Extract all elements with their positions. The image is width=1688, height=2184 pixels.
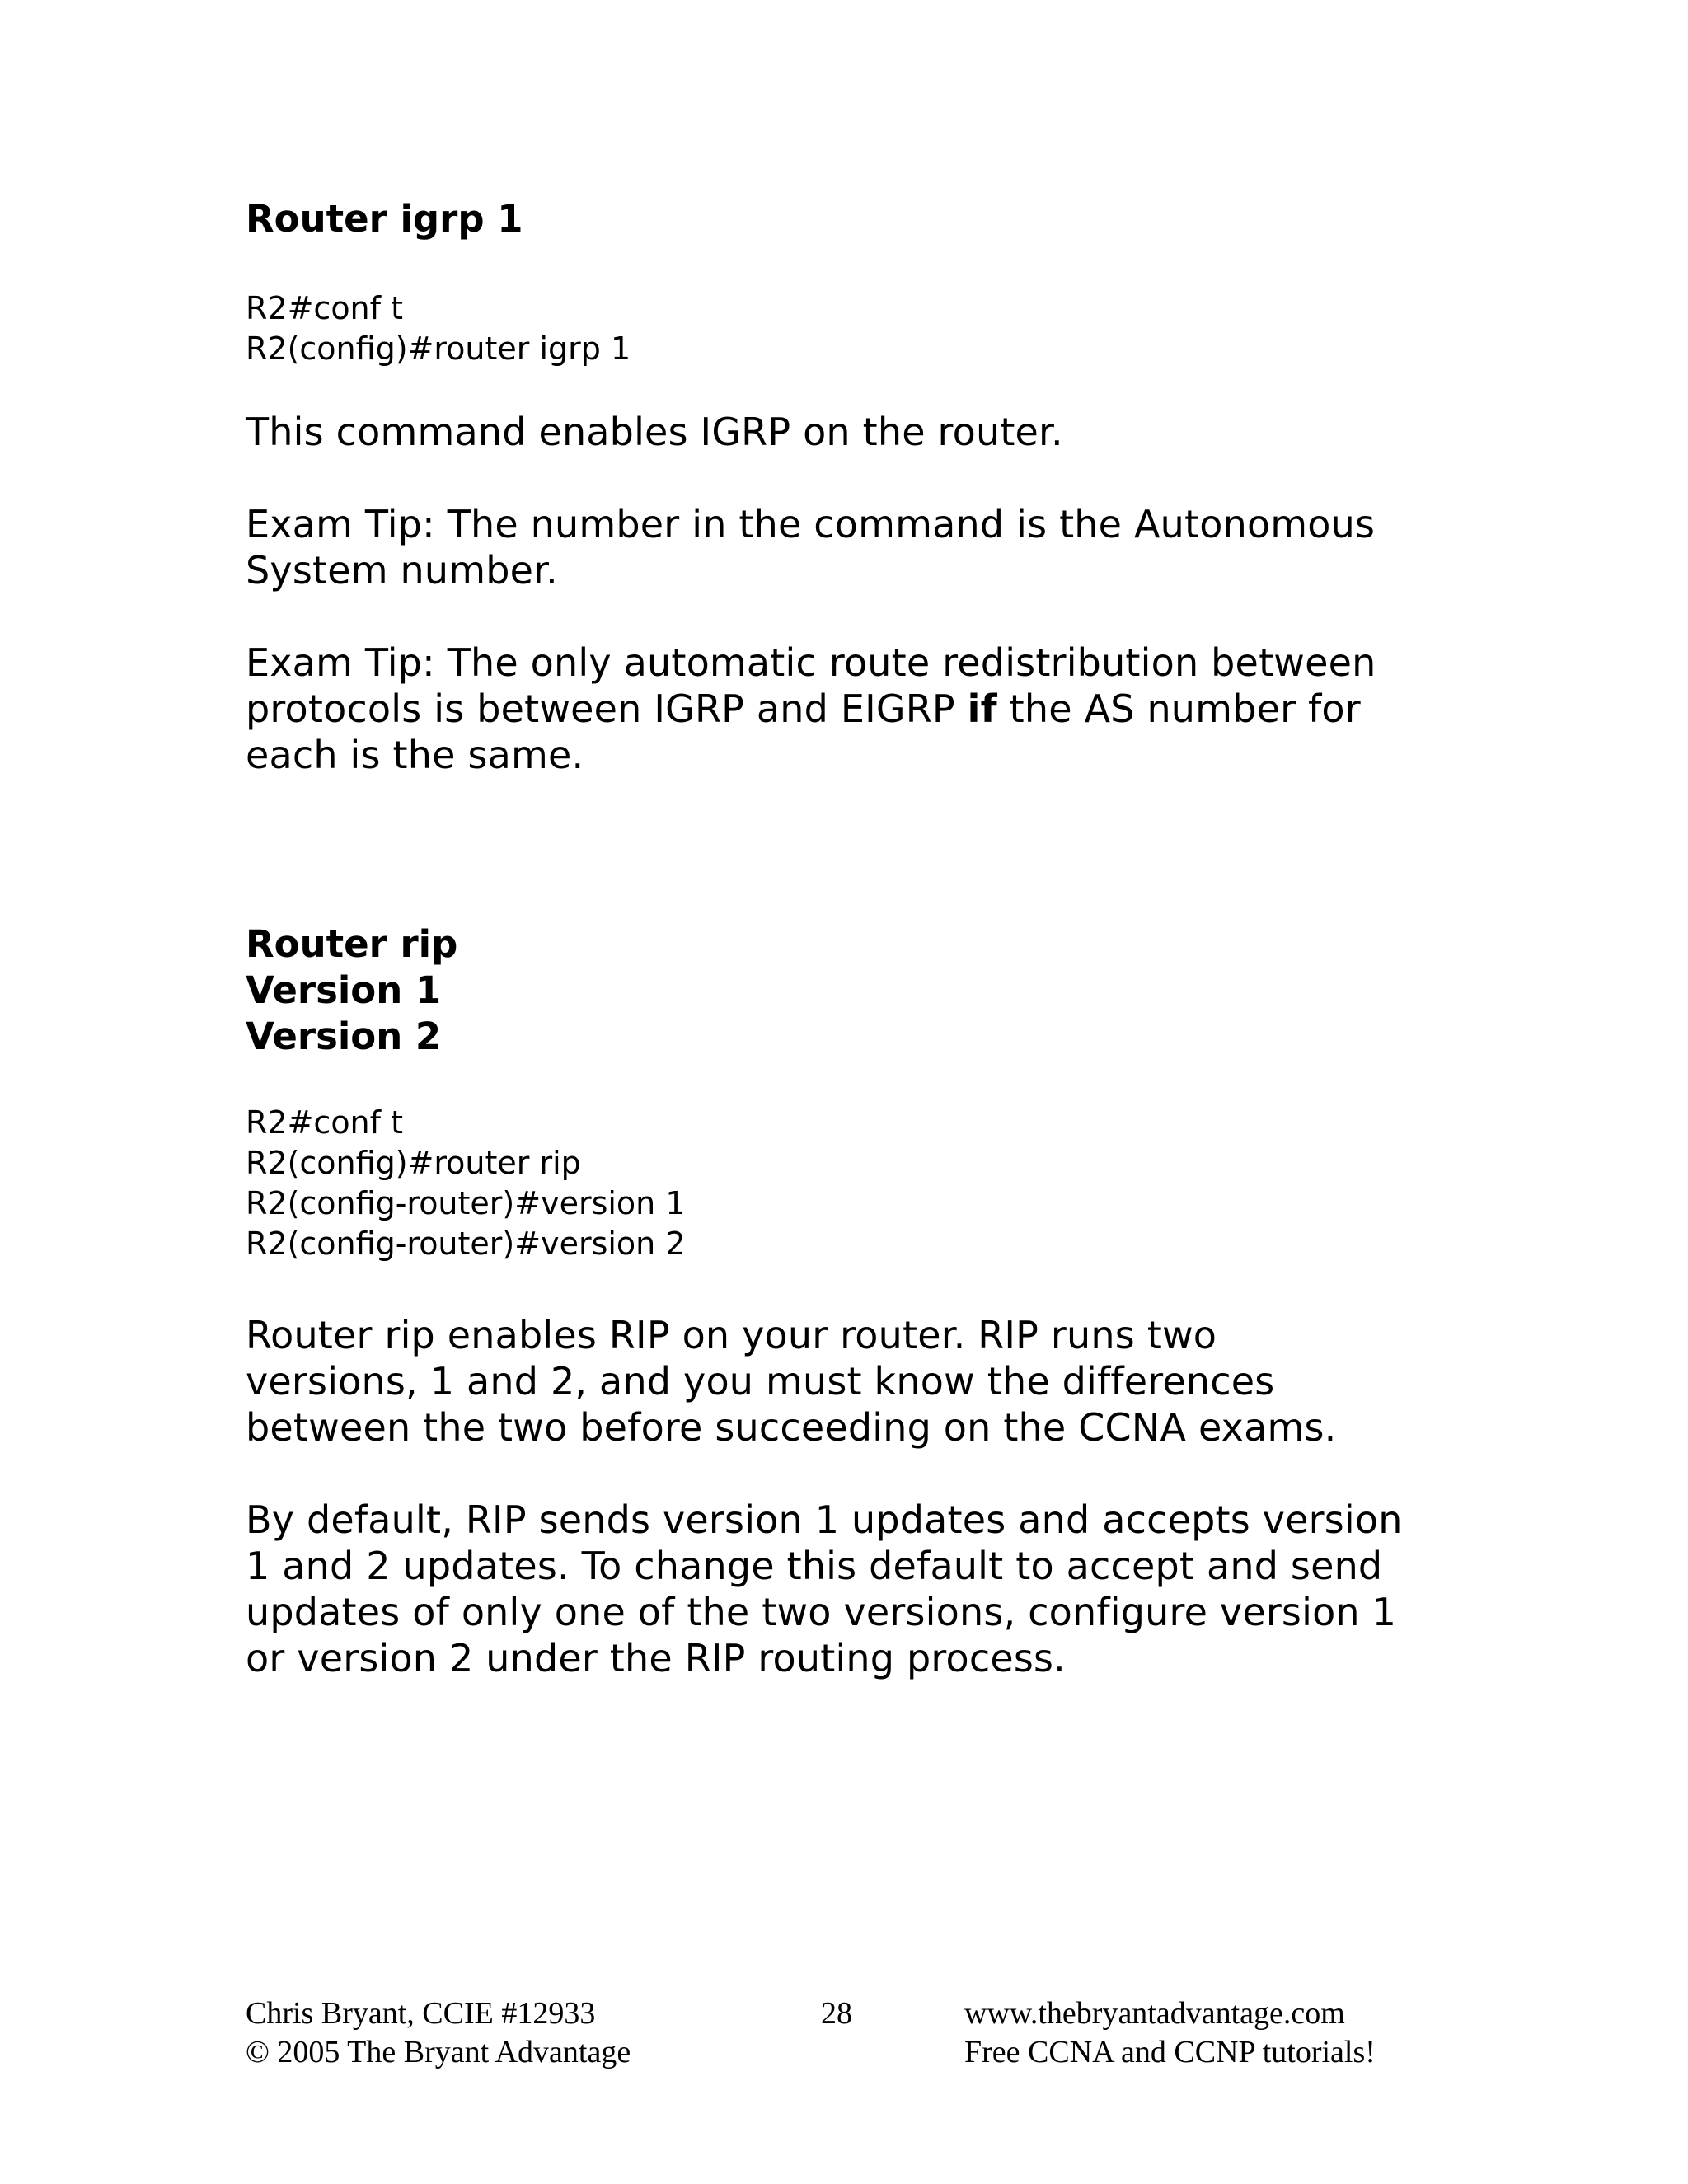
paragraph-line: 1 and 2 updates. To change this default to accept and send — [246, 1544, 1383, 1588]
paragraph-line: versions, 1 and 2, and you must know the differences — [246, 1359, 1275, 1404]
heading-router-rip: Router rip — [246, 922, 458, 966]
heading-router-igrp: Router igrp 1 — [246, 197, 523, 241]
paragraph-line: By default, RIP sends version 1 updates and accepts version — [246, 1497, 1403, 1542]
heading-version-2: Version 2 — [246, 1015, 442, 1058]
paragraph-line: between the two before succeeding on the CCNA exams. — [246, 1405, 1337, 1450]
paragraph-line: or version 2 under the RIP routing process. — [246, 1636, 1066, 1680]
paragraph-line: System number. — [246, 548, 558, 593]
command-line: R2#conf t — [246, 1104, 404, 1141]
paragraph-line: updates of only one of the two versions, configure version 1 — [246, 1590, 1397, 1634]
command-line: R2(config)#router rip — [246, 1145, 581, 1181]
command-line: R2(config)#router igrp 1 — [246, 330, 631, 367]
section-rip-commands — [246, 1103, 1449, 1264]
rip-paragraph-1 — [246, 1312, 1449, 1451]
page-number: 28 — [821, 1996, 852, 2031]
paragraph-line: Exam Tip: The only automatic route redistribution between — [246, 640, 1376, 685]
paragraph-line: Exam Tip: The number in the command is the Autonomous — [246, 502, 1376, 546]
command-line: R2(config-router)#version 2 — [246, 1226, 686, 1262]
section-igrp-commands — [246, 288, 1449, 369]
exam-tip-2 — [246, 640, 1449, 778]
paragraph-line: This command enables IGRP on the router. — [246, 410, 1063, 454]
section-igrp-heading-block — [246, 196, 1449, 242]
command-line: R2#conf t — [246, 290, 404, 326]
command-line: R2(config-router)#version 1 — [246, 1185, 686, 1221]
bold-if: if — [967, 687, 997, 731]
paragraph-line: each is the same. — [246, 733, 584, 777]
footer-url: www.thebryantadvantage.com — [964, 1996, 1345, 2031]
text-run: the AS number for — [996, 687, 1361, 731]
footer-center — [821, 1994, 852, 2033]
heading-version-1: Version 1 — [246, 968, 442, 1012]
paragraph-line — [246, 686, 1449, 732]
footer-right — [964, 1994, 1376, 2072]
section-rip-headings — [246, 921, 1449, 1060]
text-run: protocols is between IGRP and EIGRP — [246, 687, 968, 731]
exam-tip-1 — [246, 501, 1449, 593]
rip-paragraph-2 — [246, 1497, 1449, 1681]
footer-author: Chris Bryant, CCIE #12933 — [246, 1996, 596, 2031]
footer-tagline: Free CCNA and CCNP tutorials! — [964, 2035, 1376, 2069]
paragraph-line: Router rip enables RIP on your router. RIP runs two — [246, 1313, 1217, 1357]
footer-left — [246, 1994, 631, 2072]
igrp-description — [246, 409, 1449, 455]
footer-copyright: © 2005 The Bryant Advantage — [246, 2035, 631, 2069]
